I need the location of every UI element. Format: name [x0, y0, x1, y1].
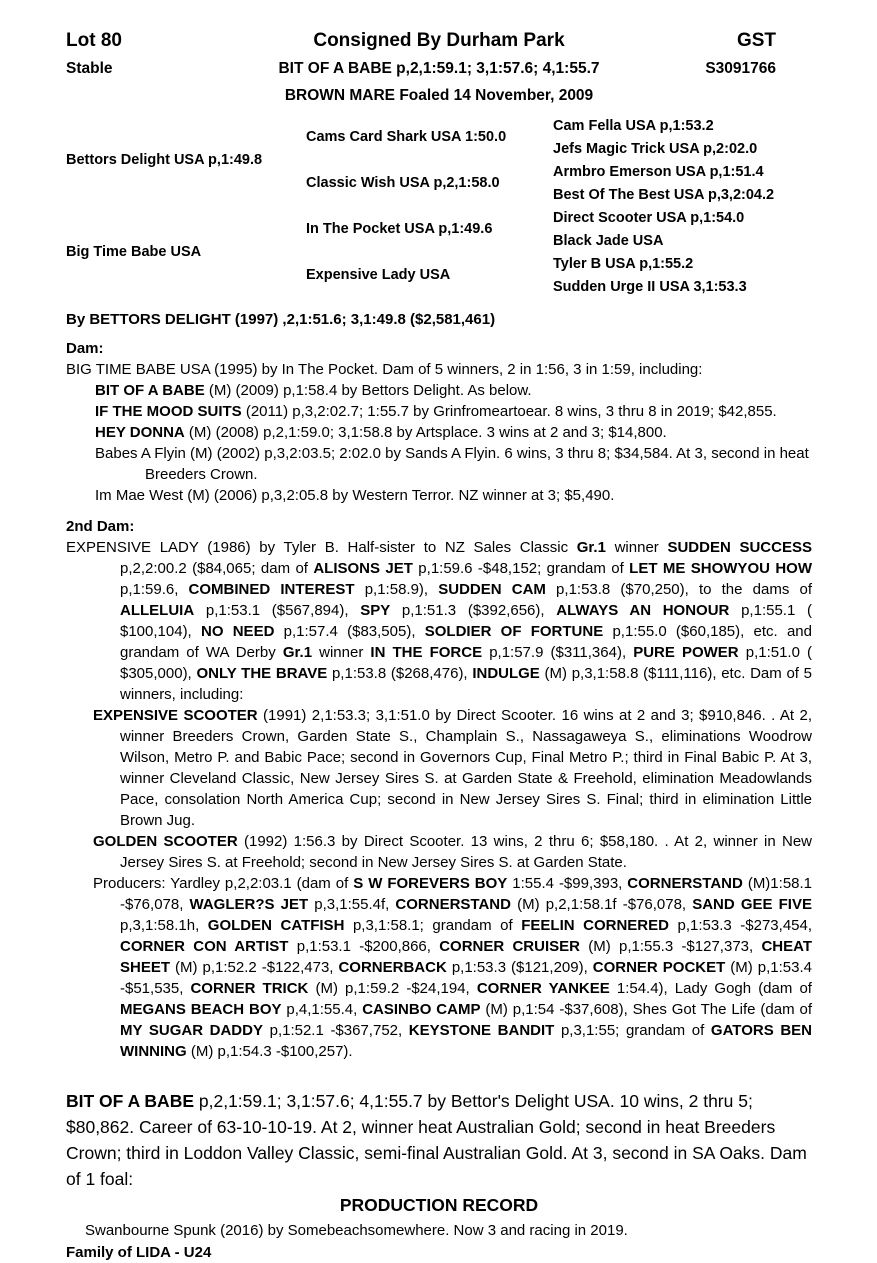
- dam-intro: BIG TIME BABE USA (1995) by In The Pocket. Dam of 5 winners, 2 in 1:56, 3 in 1:59, including:: [66, 361, 703, 378]
- tax-status: GST: [736, 30, 776, 51]
- dam-progeny-entry-3: HEY DONNA (M) (2008) p,2,1:59.0; 3,1:58.8 by Artsplace. 3 wins at 2 and 3; $14,800.: [95, 424, 667, 441]
- great-grandparent-6: Black Jade USA: [553, 232, 664, 249]
- second-dam-entry-3: Producers: Yardley p,2,2:03.1 (dam of S W FOREVERS BOY 1:55.4 -$99,393, CORNERSTAND (M)1:58.1 -$76,078, WAGLER?S JET p,3,1:55.4f, CORNERSTAND (M) p,2,1:58.1f -$76,078, SAND GEE FIVE p,3,1:58.1h, GOLDEN CATFISH p,3,1:58.1; grandam of FEELIN CORNERED p,1:53.3 -$273,454, CORNER CON ARTIST p,1:53.1 -$200,866, CORNER CRUISER (M) p,1:55.3 -$127,373, CHEAT SHEET (M) p,1:52.2 -$122,473, CORNERBACK p,1:53.3 ($121,209), CORNER POCKET (M) p,1:53.4 -$51,535, CORNER TRICK (M) p,1:59.2 -$24,194, CORNER YANKEE 1:54.4), Lady Gogh (dam of MEGANS BEACH BOY p,4,1:55.4, CASINBO CAMP (M) p,1:54 -$37,608), Shes Got The Life (dam of MY SUGAR DADDY p,1:52.1 -$367,752, KEYSTONE BANDIT p,3,1:55; grandam of GATORS BEN WINNING (M) p,1:54.3 -$100,257).: [93, 875, 813, 1060]
- dam-name: Big Time Babe USA: [66, 244, 202, 260]
- header-row-1: [66, 30, 812, 52]
- dam-progeny-entry-1: BIT OF A BABE (M) (2009) p,1:58.4 by Bettors Delight. As below.: [95, 382, 532, 399]
- great-grandparent-2: Jefs Magic Trick USA p,2:02.0: [553, 140, 758, 157]
- registration-number: S3091766: [705, 60, 776, 77]
- great-grandparent-8: Sudden Urge II USA 3,1:53.3: [553, 278, 747, 295]
- great-grandparent-1: Cam Fella USA p,1:53.2: [553, 117, 714, 134]
- stable-label: Stable: [66, 60, 113, 77]
- horse-name-record: BIT OF A BABE p,2,1:59.1; 3,1:57.6; 4,1:55.7: [278, 60, 600, 77]
- header-row-2: [66, 60, 812, 78]
- maternal-granddam: Expensive Lady USA: [306, 267, 451, 283]
- lot-number: Lot 80: [66, 30, 122, 51]
- great-grandparent-5: Direct Scooter USA p,1:54.0: [553, 209, 745, 226]
- dam-section-heading: Dam:: [66, 340, 104, 357]
- consignor-title: Consigned By Durham Park: [313, 30, 565, 51]
- race-record-summary: BIT OF A BABE p,2,1:59.1; 3,1:57.6; 4,1:55.7 by Bettor's Delight USA. 10 wins, 2 thru 5; $80,862. Career of 63-10-10-19. At 2, winner heat Australian Gold; second in heat Breeders Crown; third in Loddon Valley Classic, semi-final Australian Gold. At 3, second in SA Oaks. Dam of 1 foal:: [66, 1091, 807, 1189]
- paternal-grandsire: Cams Card Shark USA 1:50.0: [306, 129, 507, 145]
- great-grandparent-3: Armbro Emerson USA p,1:51.4: [553, 163, 764, 180]
- second-dam-heading: 2nd Dam:: [66, 518, 135, 535]
- pedigree-table: [66, 114, 812, 298]
- foaling-description: BROWN MARE Foaled 14 November, 2009: [284, 87, 594, 104]
- second-dam-entry-1: EXPENSIVE SCOOTER (1991) 2,1:53.3; 3,1:51.0 by Direct Scooter. 16 wins at 2 and 3; $910,846. . At 2, winner Breeders Crown, Garden State S., Champlain S., Nassagaweya S., eliminations Woodrow Wilson, Metro P. and Babic Pace; second in Governors Cup, Final Metro P.; third in Final Babic P. At 3, winner Cleveland Classic, New Jersey Sires S. at Garden State & Freehold, elimination Meadowlands Pace, consolation North America Cup; second in New Jersey Sires S. Final; third in elimination Little Brown Jug.: [93, 707, 813, 829]
- sire-name: Bettors Delight USA p,1:49.8: [66, 152, 263, 168]
- second-dam-entry-2: GOLDEN SCOOTER (1992) 1:56.3 by Direct Scooter. 13 wins, 2 thru 6; $58,180. . At 2, winner in New Jersey Sires S. at Freehold; second in New Jersey Sires S. at Garden State.: [93, 833, 813, 871]
- dam-progeny-entry-5: Im Mae West (M) (2006) p,3,2:05.8 by Western Terror. NZ winner at 3; $5,490.: [95, 487, 615, 504]
- paternal-granddam: Classic Wish USA p,2,1:58.0: [306, 175, 500, 191]
- production-record-entry: Swanbourne Spunk (2016) by Somebeachsomewhere. Now 3 and racing in 2019.: [85, 1222, 628, 1239]
- family-line: Family of LIDA - U24: [66, 1244, 212, 1261]
- great-grandparent-7: Tyler B USA p,1:55.2: [553, 255, 694, 272]
- sire-summary-line: By BETTORS DELIGHT (1997) ,2,1:51.6; 3,1:49.8 ($2,581,461): [66, 311, 496, 328]
- second-dam-intro: EXPENSIVE LADY (1986) by Tyler B. Half-sister to NZ Sales Classic Gr.1 winner SUDDEN SUCCESS p,2,2:00.2 ($84,065; dam of ALISONS JET p,1:59.6 -$48,152; grandam of LET ME SHOWYOU HOW p,1:59.6, COMBINED INTEREST p,1:58.9), SUDDEN CAM p,1:53.8 ($70,250), to the dams of ALLELUIA p,1:53.1 ($567,894), SPY p,1:51.3 ($392,656), ALWAYS AN HONOUR p,1:55.1 ( $100,104), NO NEED p,1:57.4 ($83,505), SOLDIER OF FORTUNE p,1:55.0 ($60,185), etc. and grandam of WA Derby Gr.1 winner IN THE FORCE p,1:57.9 ($311,364), PURE POWER p,1:51.0 ( $305,000), ONLY THE BRAVE p,1:53.8 ($268,476), INDULGE (M) p,3,1:58.8 ($111,116), etc. Dam of 5 winners, including:: [66, 539, 813, 703]
- maternal-grandsire: In The Pocket USA p,1:49.6: [306, 221, 493, 237]
- dam-progeny-entry-4: Babes A Flyin (M) (2002) p,3,2:03.5; 2:02.0 by Sands A Flyin. 6 wins, 3 thru 8; $34,584. At 3, second in heat Breeders Crown.: [95, 445, 809, 483]
- dam-progeny-entry-2: IF THE MOOD SUITS (2011) p,3,2:02.7; 1:55.7 by Grinfromeartoear. 8 wins, 3 thru 8 in 2019; $42,855.: [95, 403, 777, 420]
- great-grandparent-4: Best Of The Best USA p,3,2:04.2: [553, 186, 775, 203]
- production-record-heading: PRODUCTION RECORD: [339, 1195, 539, 1215]
